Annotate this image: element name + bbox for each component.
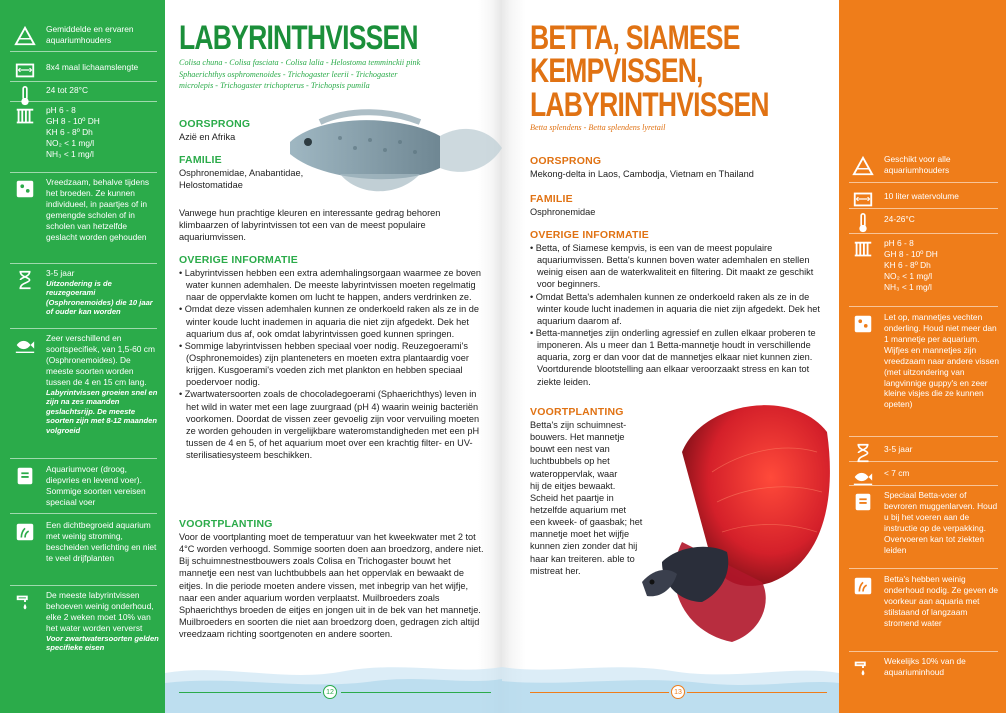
sidebar-text: Aquariumvoer (droog, diepvries en levend voer). Sommige soorten vereisen speciaal voer [46,464,146,507]
reproduction-text: Betta's zijn schuimnest- bouwers. Het mannetje bouwt een nest van luchtbubbels op het wateroppervlak, waar hij de eitjes bewaakt. Scheid het paartje in hetzelfde aquarium met een kweek- of gaasbak; het mannetje moet het wijfje kunnen zien zonder dat hij haar kan treiteren. able to mistreat her. [530,420,643,576]
list-item: • Betta, of Siamese kempvis, is een van de meest populaire aquariumvissen. Betta's kunnen boven water ademhalen en stellen weinig eisen aan de waterkwaliteit en filtering. Dit maakt ze geschikt voor beginners. [530,242,822,291]
reproduction-heading: VOORTPLANTING [530,406,624,418]
right-page [502,0,839,713]
species-list: Colisa chuna - Colisa fasciata - Colisa lalia - Helostoma temminckii pink Sphaerichthys osphromenoides - Trichogaster leerii - Trichogaster microlepis - Trichogaster trichopterus - Trichopsis pumila [179,58,421,91]
sidebar-text: Geschikt voor alle aquariumhouders [884,154,951,175]
social-behaviour-icon [11,177,39,243]
water-splash-decoration [165,653,502,713]
sidebar-row-behaviour [839,312,1006,410]
water-change-icon [11,590,39,653]
sidebar-row-water [839,238,1006,293]
sidebar-row-maintenance [839,656,1006,679]
sidebar-text: 24 tot 28°C [46,85,88,95]
left-page [165,0,502,713]
tank-size-icon [11,58,39,81]
sidebar-text: 8x4 maal lichaamslengte [46,62,139,72]
sidebar-row-tank [839,187,1006,210]
sidebar-text-block: 3-5 jaar Uitzondering is de reuzegoerami (Osphronemoides) die 10 jaar of ouder kan worden [46,268,153,317]
list-item: • Zwartwatersoorten zoals de chocoladegoerami (Sphaerichthys) leven in het wild in water met een lage zuurgraad (pH 4) waarin weinig bacteriën voorkomen. Doordat de vissen zeer gevoelig zijn voor vervuiling moeten ze worden gehouden in vergelijkbare wateromstandigheden met een pH tussen de 4 en 5, of het aquarium moet over een krachtig filter- en UV-sterilisatiesysteem beschikken. [179,388,489,461]
thermometer-icon [849,211,877,234]
page-title: BETTA, SIAMESE KEMPVISSEN, LABYRINTHVISSEN [530,19,769,124]
right-sidebar [839,0,1006,713]
list-item: • Betta-mannetjes zijn onderling agressief en zullen elkaar proberen te imponeren. Als u meer dan 1 Betta-mannetje houdt in verschillende aquaria, zorg er dan voor dat de mannetjes elkaar niet kunnen zien. Voortdurende blootstelling aan elkaar veroorzaakt stress en kan tot ziekte leiden. [530,327,822,388]
sidebar-text: Vreedzaam, behalve tijdens het broeden. Ze kunnen individueel, in paartjes of in gemengde scholen of in scholen van hetzelfde geslacht worden gehouden [46,177,150,242]
page-number: 12 [323,685,337,699]
sidebar-row-maintenance [0,590,165,653]
family-text: Osphronemidae, Anabantidae, Helostomatidae [179,168,304,191]
sidebar-lines: pH 6 - 8 GH 8 - 10º DH KH 6 - 8º Dh NO₂ < 1 mg/l NH₃ < 1 mg/l [46,105,100,159]
plants-icon [11,520,39,564]
family-heading: FAMILIE [179,154,222,166]
water-values-icon [11,105,39,160]
list-item: • Omdat Betta's ademhalen kunnen ze onderkoeld raken als ze in de winter koude lucht inademen in aquaria die niet zijn afgedekt. Dek het aquarium daarom af. [530,291,822,327]
sidebar-text: < 7 cm [884,468,910,478]
other-info-heading: OVERIGE INFORMATIE [179,254,298,266]
sidebar-text-block: De meeste labyrintvissen behoeven weinig onderhoud, elke 2 weken moet 10% van het water worden ververst Voor zwartwatersoorten gelden specifieke eisen [46,590,159,653]
sidebar-text: Een dichtbegroeid aquarium met weinig stroming, bescheiden verlichting en niet te veel drijfplanten [46,520,157,563]
sidebar-row-plants [0,520,165,564]
hourglass-icon [11,268,39,317]
list-item: • Sommige labyrintvissen hebben speciaal voer nodig. Reuzegoerami's (Osphronemoides) zijn planteneters en moeten extra plantaardig voer krijgen. Kusgoerami's voeden zich met plankton en hebben speciaal poedervoer nodig. [179,340,489,389]
sidebar-row-behaviour [0,177,165,243]
origin-text: Azië en Afrika [179,132,236,142]
sidebar-text: Speciaal Betta-voer of bevroren muggenlarven. Houd u bij het voeren aan de instructie op de verpakking. Overvoeren kan tot ziekten leiden [884,490,998,555]
food-icon [849,490,877,556]
origin-text: Mekong-delta in Laos, Cambodja, Vietnam en Thailand [530,169,754,179]
origin-heading: OORSPRONG [179,118,251,130]
sidebar-row-level [839,154,1006,177]
sidebar-text: 10 liter watervolume [884,191,959,201]
sidebar-row-lifespan [0,268,165,317]
family-heading: FAMILIE [530,193,573,205]
food-icon [11,464,39,508]
sidebar-text: 24-26°C [884,214,915,224]
thermometer-icon [11,84,39,107]
other-info-heading: OVERIGE INFORMATIE [530,229,649,241]
sidebar-text-block: Zeer verschillend en soortspecifiek, van 1,5-60 cm (Osphronemoides). De meeste soorten worden tussen de 4 en 15 cm lang. Labyrintvissen groeien snel en zijn na zes maanden geslachtsrijp. De meeste soorten zijn met 8-12 maanden volgroeid [46,333,158,435]
gourami-fish-image [280,108,502,200]
water-change-icon [849,656,877,679]
sidebar-row-level [0,24,165,47]
mountain-triangle-icon [11,24,39,47]
mountain-triangle-icon [849,154,877,177]
sidebar-row-water [0,105,165,160]
water-splash-decoration [502,653,839,713]
sidebar-lines: pH 6 - 8 GH 8 - 10º DH KH 6 - 8º Dh NO₂ < 1 mg/l NH₃ < 1 mg/l [884,238,938,292]
water-values-icon [849,238,877,293]
reproduction-heading: VOORTPLANTING [179,518,273,530]
sidebar-row-size [0,333,165,435]
sidebar-row-temp [0,84,165,107]
tank-size-icon [849,187,877,210]
origin-heading: OORSPRONG [530,155,602,167]
sidebar-row-tank [0,58,165,81]
page-title: LABYRINTHVISSEN [179,19,418,57]
list-item: • Labyrintvissen hebben een extra ademhalingsorgaan waarmee ze boven water kunnen ademhalen. De meeste labyrintvissen moeten regelmatig naar de oppervlakte komen om lucht te happen, anders verdrinken ze. [179,267,489,303]
sidebar-row-plants [839,574,1006,629]
left-sidebar [0,0,165,713]
species-list: Betta splendens - Betta splendens lyretail [530,123,666,132]
other-info-list [179,267,489,461]
fish-size-icon [11,333,39,435]
plants-icon [849,574,877,629]
other-info-list [530,242,822,388]
sidebar-text: Wekelijks 10% van de aquariuminhoud [884,656,966,677]
sidebar-text: 3-5 jaar [884,444,913,454]
intro-text: Vanwege hun prachtige kleuren en interessante gedrag behoren klimbaarzen of labyrintvissen tot een van de meest populaire aquariumvissen. [179,208,441,243]
sidebar-text: Betta's hebben weinig onderhoud nodig. Ze geven de voorkeur aan aquaria met stilstaand of langzaam stromend water [884,574,999,628]
sidebar-row-temp [839,211,1006,234]
sidebar-text: Gemiddelde en ervaren aquariumhouders [46,24,134,45]
family-text: Osphronemidae [530,207,596,217]
sidebar-row-food [0,464,165,508]
social-behaviour-icon [849,312,877,410]
sidebar-row-food [839,490,1006,556]
list-item: • Omdat deze vissen ademhalen kunnen ze onderkoeld raken als ze in de winter koude lucht inademen in aquaria die niet zijn afgedekt. Dek het aquarium dus af, ook omdat labyrintvissen goed kunnen springen. [179,303,489,339]
reproduction-text: Voor de voortplanting moet de temperatuur van het kweekwater met 2 tot 4°C worden verhoogd. Sommige soorten doen aan broedzorg, andere niet. Bij schuimnestnestbouwers zoals Colisa en Trichogaster bouwt het mannetje een nest van luchtbubbels aan het oppervlak en bewaakt de eitjes. In die periode moeten andere vissen, met inbegrip van het wijfje, naar een ander aquarium worden verplaatst. Muilbroeders zoals Sphaerichthys broeden de eitjes en jongen uit in de bek van het mannetje. Muilbroeders en soorten die niet aan broedzorg doen, gedragen zich altijd vreedzaam richting soortgenoten en andere soorten. [179,532,484,640]
sidebar-text: Let op, mannetjes vechten onderling. Houd niet meer dan 1 mannetje per aquarium. Wijfjes en mannetjes zijn vreedzaam naar andere vissen (met uitzondering van langvinnige guppy's en zeer kleine visjes die ze kunnen opeten) [884,312,999,410]
page-number: 13 [671,685,685,699]
